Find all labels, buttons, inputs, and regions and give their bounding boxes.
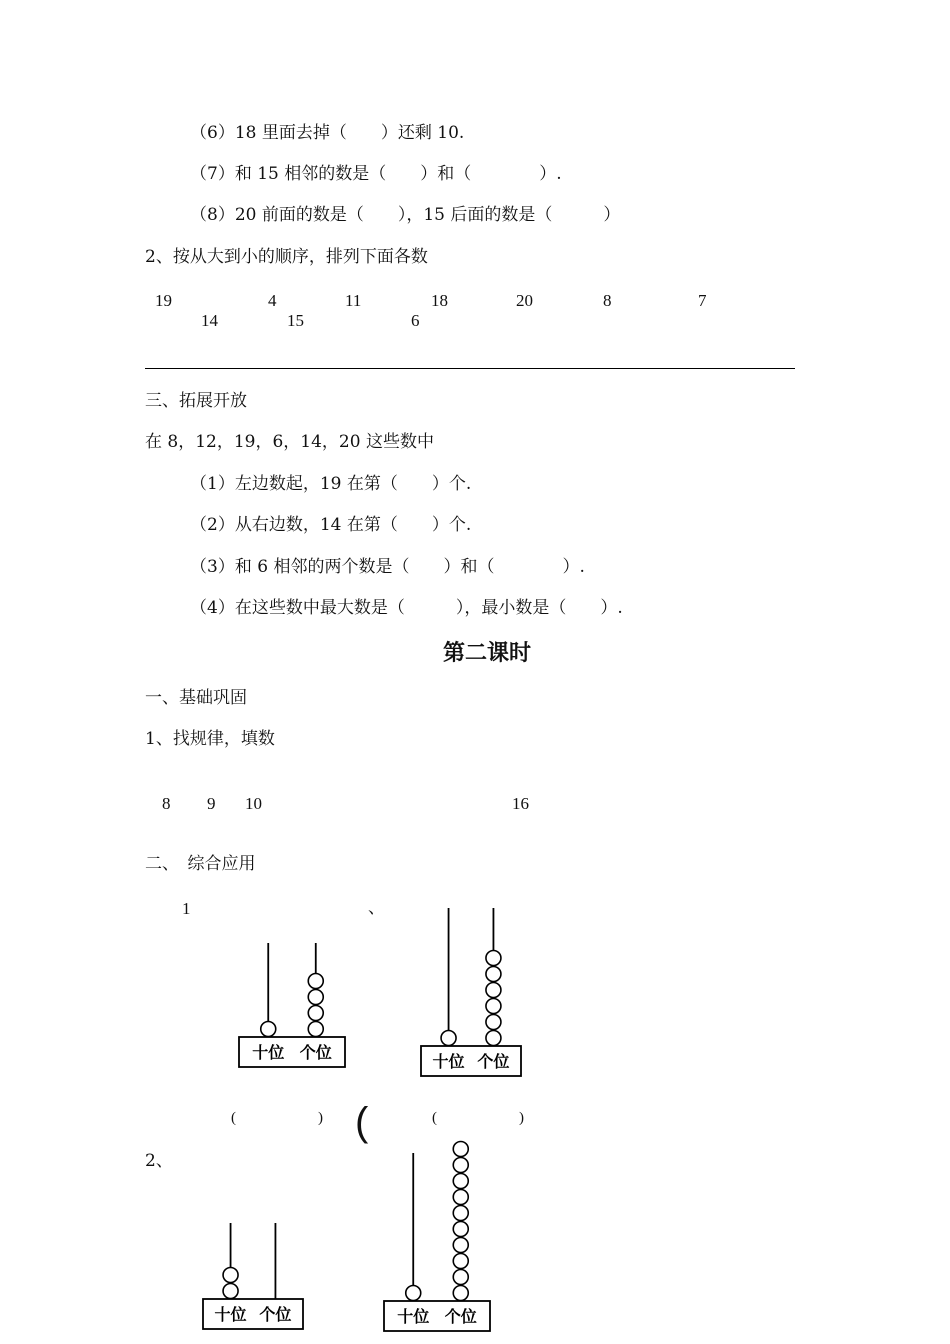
sequence-number: 8 [162, 794, 171, 813]
bead [453, 1222, 468, 1237]
sequence-number: 10 [245, 794, 262, 813]
section-heading: 三、拓展开放 [145, 391, 247, 411]
bead [453, 1206, 468, 1221]
sort-number: 4 [268, 291, 277, 310]
sequence-number: 16 [512, 794, 529, 813]
page-title: 第二课时 [443, 641, 532, 666]
bead [486, 1015, 501, 1030]
answer-paren-left: ( [432, 1110, 437, 1126]
question-6: （6）18 里面去掉（ ）还剩 10. [190, 123, 465, 143]
bead [486, 983, 501, 998]
question-8: （8）20 前面的数是（ ），15 后面的数是（ ） [190, 205, 621, 225]
bead [441, 1031, 456, 1046]
circle-mark: ( [355, 1100, 369, 1144]
bead [453, 1142, 468, 1157]
bead [486, 999, 501, 1014]
question-1: （1）左边数起，19 在第（ ）个. [190, 474, 472, 494]
answer-paren-right: ) [519, 1110, 524, 1126]
sequence-number: 9 [207, 794, 216, 813]
section-intro: 在 8，12，19，6，14，20 这些数中 [145, 432, 434, 452]
sort-number: 20 [516, 291, 533, 310]
bead [453, 1270, 468, 1285]
bead [406, 1286, 421, 1301]
question-7: （7）和 15 相邻的数是（ ）和（ ）. [190, 164, 562, 184]
tens-label: 十位 [214, 1305, 247, 1324]
bead [223, 1268, 238, 1283]
abacus-diagram [238, 940, 346, 1068]
sort-prompt: 2、按从大到小的顺序，排列下面各数 [145, 247, 428, 267]
abacus-diagram [383, 1150, 491, 1332]
ones-label: 个位 [444, 1307, 477, 1326]
ones-label: 个位 [299, 1043, 332, 1062]
bead [223, 1284, 238, 1299]
question-2: （2）从右边数，14 在第（ ）个. [190, 515, 472, 535]
tens-label: 十位 [432, 1052, 465, 1071]
answer-paren-right: ) [318, 1110, 323, 1126]
bead [308, 990, 323, 1005]
sort-number: 7 [698, 291, 707, 310]
item-number: 2、 [145, 1151, 173, 1171]
answer-paren-left: ( [231, 1110, 236, 1126]
bead [453, 1158, 468, 1173]
section-heading: 一、基础巩固 [145, 688, 247, 708]
bead [453, 1286, 468, 1301]
sort-number: 19 [155, 291, 172, 310]
bead [486, 967, 501, 982]
bead [453, 1174, 468, 1189]
tens-label: 十位 [252, 1043, 285, 1062]
bead [453, 1254, 468, 1269]
sort-number: 8 [603, 291, 612, 310]
bead [486, 951, 501, 966]
sort-number: 6 [411, 311, 420, 330]
bead [453, 1190, 468, 1205]
answer-line [145, 368, 795, 369]
bead [486, 1031, 501, 1046]
item-number: 1 [182, 899, 191, 918]
sort-number: 14 [201, 311, 218, 330]
bead [453, 1238, 468, 1253]
question-4: （4）在这些数中最大数是（ ），最小数是（ ）. [190, 598, 623, 618]
ones-label: 个位 [259, 1305, 292, 1324]
sort-number: 15 [287, 311, 304, 330]
sort-number: 11 [345, 291, 362, 310]
tens-label: 十位 [397, 1307, 430, 1326]
item-mark: 、 [368, 898, 385, 918]
bead [308, 1006, 323, 1021]
abacus-diagram [420, 905, 522, 1077]
bead [308, 1022, 323, 1037]
question-heading: 1、找规律，填数 [145, 729, 275, 749]
section-heading: 二、 综合应用 [145, 854, 256, 874]
question-3: （3）和 6 相邻的两个数是（ ）和（ ）. [190, 557, 585, 577]
sort-number: 18 [431, 291, 448, 310]
ones-label: 个位 [477, 1052, 510, 1071]
bead [261, 1022, 276, 1037]
abacus-diagram [202, 1220, 304, 1330]
bead [308, 974, 323, 989]
